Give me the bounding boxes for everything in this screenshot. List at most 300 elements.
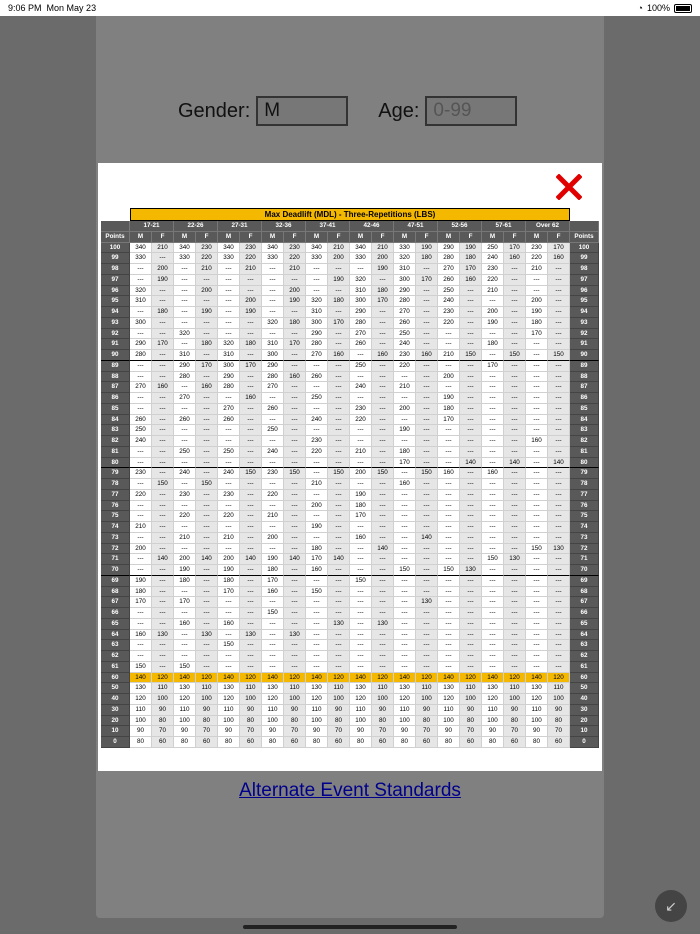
score-cell: --- [240,490,262,501]
score-cell: --- [416,329,438,340]
score-cell: --- [548,576,570,587]
score-cell: 140 [394,673,416,684]
score-cell: --- [460,630,482,641]
score-cell: 270 [350,329,372,340]
score-cell: --- [306,490,328,501]
score-cell: --- [196,565,218,576]
score-cell: 190 [240,307,262,318]
score-cell: --- [240,511,262,522]
score-cell: --- [372,479,394,490]
points-cell: 0 [101,737,130,748]
score-cell: 100 [482,716,504,727]
score-cell: --- [504,619,526,630]
score-cell: --- [284,651,306,662]
score-cell: --- [262,264,284,275]
age-label: Age: [378,99,420,122]
score-cell: --- [240,458,262,469]
score-cell: 160 [482,468,504,479]
score-cell: --- [328,307,350,318]
score-cell: --- [240,415,262,426]
score-cell: 320 [174,329,196,340]
score-cell: 180 [438,404,460,415]
score-cell: 170 [394,458,416,469]
score-cell: --- [460,479,482,490]
score-cell: --- [174,264,196,275]
score-cell: 190 [174,565,196,576]
score-cell: 260 [262,404,284,415]
score-cell: --- [152,576,174,587]
score-cell: --- [504,415,526,426]
score-cell: 200 [438,372,460,383]
score-cell: --- [218,296,240,307]
score-cell: 80 [394,737,416,748]
score-cell: 240 [438,296,460,307]
score-cell: --- [152,404,174,415]
score-cell: --- [284,275,306,286]
score-cell: 180 [306,544,328,555]
score-cell: 90 [152,705,174,716]
score-cell: 190 [218,565,240,576]
score-cell: 210 [372,243,394,254]
score-cell: --- [196,425,218,436]
score-cell: --- [482,501,504,512]
score-cell: --- [482,522,504,533]
score-cell: 200 [218,554,240,565]
score-cell: --- [196,662,218,673]
score-cell: --- [482,662,504,673]
score-cell: 120 [130,694,152,705]
score-cell: --- [328,447,350,458]
score-cell: 330 [218,253,240,264]
score-cell: --- [526,382,548,393]
score-cell: 120 [240,673,262,684]
score-cell: 130 [460,565,482,576]
score-cell: --- [482,544,504,555]
table-row [101,307,601,318]
age-group-label: 57-61 [482,221,526,232]
score-cell: --- [306,511,328,522]
score-cell: --- [218,662,240,673]
score-cell: --- [548,479,570,490]
score-cell: --- [438,361,460,372]
score-cell: --- [218,318,240,329]
score-cell: --- [548,275,570,286]
score-cell: 180 [482,339,504,350]
score-cell: --- [350,436,372,447]
score-cell: 120 [174,694,196,705]
points-cell: 96 [570,286,599,297]
table-row [101,415,601,426]
score-cell: 200 [394,404,416,415]
score-cell: 90 [548,705,570,716]
score-cell: --- [482,404,504,415]
score-cell: --- [284,350,306,361]
score-cell: --- [218,501,240,512]
score-cell: --- [438,619,460,630]
score-cell: --- [416,361,438,372]
score-cell: --- [196,533,218,544]
score-cell: --- [548,382,570,393]
score-cell: --- [328,404,350,415]
age-group-label: 47-51 [394,221,438,232]
score-cell: 110 [328,683,350,694]
score-cell: 130 [372,619,394,630]
score-cell: 220 [482,275,504,286]
age-group-label: 52-56 [438,221,482,232]
sex-label: F [372,232,394,243]
table-row [101,339,601,350]
score-cell: 200 [174,554,196,565]
score-cell: --- [526,490,548,501]
score-cell: --- [350,544,372,555]
score-cell: --- [152,490,174,501]
score-cell: 150 [152,479,174,490]
score-cell: 80 [130,737,152,748]
score-cell: --- [372,318,394,329]
score-cell: --- [504,425,526,436]
age-group-label: 32-36 [262,221,306,232]
score-cell: 100 [438,716,460,727]
score-cell: 90 [372,705,394,716]
score-cell: 320 [394,253,416,264]
score-cell: --- [284,597,306,608]
score-cell: 150 [262,608,284,619]
score-cell: 130 [438,683,460,694]
score-cell: --- [394,501,416,512]
score-cell: --- [152,587,174,598]
score-cell: --- [196,587,218,598]
score-cell: --- [548,640,570,651]
score-cell: 150 [372,468,394,479]
collapse-icon[interactable]: ↙ [655,890,687,922]
score-cell: --- [262,296,284,307]
score-cell: --- [372,522,394,533]
score-cell: 280 [262,372,284,383]
points-cell: 61 [570,662,599,673]
score-cell: --- [174,458,196,469]
points-cell: 81 [101,447,130,458]
points-cell: 30 [570,705,599,716]
score-cell: --- [460,286,482,297]
score-cell: --- [328,436,350,447]
score-cell: --- [482,565,504,576]
table-row [101,673,601,684]
score-cell: --- [394,608,416,619]
table-row [101,372,601,383]
score-cell: --- [240,404,262,415]
score-cell: 70 [152,726,174,737]
score-cell: --- [438,339,460,350]
points-cell: 71 [570,554,599,565]
score-cell: 190 [394,425,416,436]
score-cell: --- [394,533,416,544]
score-cell: --- [152,436,174,447]
score-cell: --- [152,597,174,608]
score-cell: 80 [438,737,460,748]
score-cell: 160 [328,350,350,361]
points-cell: 96 [101,286,130,297]
points-cell: 10 [101,726,130,737]
score-cell: 200 [262,533,284,544]
score-cell: --- [262,662,284,673]
score-cell: 330 [174,253,196,264]
score-cell: 140 [284,554,306,565]
score-cell: --- [372,382,394,393]
score-cell: --- [438,630,460,641]
gender-label: Gender: [178,99,251,122]
score-cell: --- [152,619,174,630]
score-cell: --- [504,587,526,598]
points-cell: 40 [101,694,130,705]
score-cell: --- [284,382,306,393]
score-cell: 130 [240,630,262,641]
sex-label: M [262,232,284,243]
score-cell: --- [416,554,438,565]
score-cell: --- [548,501,570,512]
score-cell: --- [504,436,526,447]
score-cell: --- [262,501,284,512]
score-cell: --- [350,479,372,490]
deadlift-table [101,208,601,748]
table-row [101,662,601,673]
score-cell: 220 [306,447,328,458]
score-cell: 70 [196,726,218,737]
score-cell: --- [152,565,174,576]
score-cell: 140 [130,673,152,684]
table-row [101,382,601,393]
score-cell: --- [526,479,548,490]
score-cell: --- [504,296,526,307]
score-cell: --- [460,372,482,383]
score-cell: --- [218,329,240,340]
score-cell: --- [328,264,350,275]
score-cell: 240 [262,447,284,458]
score-cell: 190 [306,522,328,533]
score-cell: 290 [262,361,284,372]
points-cell: 50 [570,683,599,694]
score-cell: 170 [174,597,196,608]
score-cell: --- [350,597,372,608]
table-row [101,533,601,544]
score-cell: --- [394,415,416,426]
score-cell: --- [328,640,350,651]
score-cell: --- [372,490,394,501]
score-cell: 170 [372,296,394,307]
points-cell: 92 [101,329,130,340]
score-cell: 280 [174,372,196,383]
score-cell: --- [306,576,328,587]
score-cell: --- [394,490,416,501]
score-cell: 300 [218,361,240,372]
points-cell: 30 [101,705,130,716]
table-row [101,479,601,490]
score-cell: --- [328,597,350,608]
score-cell: 340 [130,243,152,254]
score-cell: 210 [306,479,328,490]
age-input[interactable]: 0-99 [425,96,517,126]
score-cell: --- [240,318,262,329]
score-cell: --- [196,544,218,555]
score-cell: --- [416,382,438,393]
score-cell: 180 [262,565,284,576]
score-cell: 100 [174,716,196,727]
score-cell: --- [504,576,526,587]
score-cell: 140 [174,673,196,684]
score-cell: 280 [306,339,328,350]
score-cell: --- [240,382,262,393]
score-cell: --- [174,425,196,436]
score-cell: 140 [306,673,328,684]
score-cell: --- [152,350,174,361]
score-cell: --- [218,436,240,447]
score-cell: 180 [394,447,416,458]
points-cell: 84 [570,415,599,426]
score-cell: 90 [174,726,196,737]
table-row [101,651,601,662]
score-cell: --- [548,264,570,275]
score-cell: 80 [262,737,284,748]
score-cell: --- [306,630,328,641]
score-cell: --- [328,630,350,641]
score-cell: --- [372,554,394,565]
score-cell: 80 [240,716,262,727]
gender-input[interactable]: M [256,96,348,126]
score-cell: --- [130,651,152,662]
score-cell: --- [460,415,482,426]
points-cell: 91 [101,339,130,350]
sex-label: F [548,232,570,243]
score-cell: 170 [504,243,526,254]
score-cell: 310 [218,350,240,361]
age-group-label: 37-41 [306,221,350,232]
score-cell: --- [152,544,174,555]
score-cell: 80 [218,737,240,748]
score-cell: --- [438,597,460,608]
score-cell: 190 [262,554,284,565]
score-cell: 220 [174,511,196,522]
score-cell: 190 [284,296,306,307]
score-cell: --- [548,307,570,318]
score-cell: --- [218,275,240,286]
score-cell: --- [130,533,152,544]
points-cell: 93 [101,318,130,329]
score-cell: --- [372,329,394,340]
alternate-standards-link[interactable]: Alternate Event Standards [239,780,461,801]
score-cell: --- [284,415,306,426]
score-cell: --- [504,651,526,662]
score-cell: --- [526,501,548,512]
score-cell: 120 [152,673,174,684]
score-cell: --- [416,511,438,522]
score-cell: --- [526,350,548,361]
score-cell: --- [130,393,152,404]
score-cell: --- [262,522,284,533]
score-cell: 140 [262,673,284,684]
score-cell: 200 [372,253,394,264]
score-cell: 140 [372,544,394,555]
score-cell: 210 [394,382,416,393]
score-cell: 100 [130,716,152,727]
score-cell: 110 [372,683,394,694]
score-cell: --- [438,662,460,673]
score-cell: --- [350,619,372,630]
score-cell: 110 [548,683,570,694]
score-cell: 290 [350,307,372,318]
score-cell: 80 [460,716,482,727]
score-cell: --- [482,415,504,426]
points-cell: 60 [101,673,130,684]
score-cell: --- [482,479,504,490]
score-cell: --- [504,490,526,501]
points-cell: 86 [570,393,599,404]
score-cell: --- [130,479,152,490]
score-cell: 180 [152,307,174,318]
score-cell: --- [328,479,350,490]
score-cell: 340 [306,243,328,254]
score-cell: 310 [174,350,196,361]
score-cell: --- [526,522,548,533]
score-cell: --- [218,544,240,555]
score-cell: --- [548,608,570,619]
score-cell: --- [460,511,482,522]
score-cell: 280 [438,253,460,264]
score-cell: 230 [526,243,548,254]
sex-label: F [328,232,350,243]
score-cell: --- [482,436,504,447]
score-cell: --- [482,533,504,544]
score-cell: --- [174,339,196,350]
age-group-header [101,221,601,232]
score-cell: --- [240,436,262,447]
score-cell: 310 [394,264,416,275]
score-cell: --- [438,425,460,436]
score-cell: --- [306,361,328,372]
score-cell: --- [548,587,570,598]
score-cell: --- [350,587,372,598]
score-cell: --- [394,640,416,651]
score-cell: --- [328,565,350,576]
score-cell: --- [284,436,306,447]
score-cell: --- [394,554,416,565]
table-row [101,286,601,297]
score-cell: --- [548,339,570,350]
close-x-icon[interactable] [556,174,582,200]
points-cell: 50 [101,683,130,694]
score-cell: --- [504,286,526,297]
score-cell: --- [196,576,218,587]
score-cell: 80 [504,716,526,727]
score-cell: --- [306,608,328,619]
score-cell: --- [460,533,482,544]
age-group-label: 17-21 [130,221,174,232]
score-cell: --- [548,436,570,447]
points-cell: 66 [101,608,130,619]
score-cell: --- [284,307,306,318]
score-cell: 240 [174,468,196,479]
score-cell: --- [196,447,218,458]
score-cell: --- [482,425,504,436]
score-cell: 260 [350,339,372,350]
score-cell: 200 [350,468,372,479]
score-cell: 310 [306,307,328,318]
points-cell: 0 [570,737,599,748]
score-cell: --- [196,640,218,651]
score-cell: 290 [306,329,328,340]
score-cell: --- [152,468,174,479]
score-cell: --- [438,436,460,447]
table-row [101,253,601,264]
score-cell: --- [262,436,284,447]
